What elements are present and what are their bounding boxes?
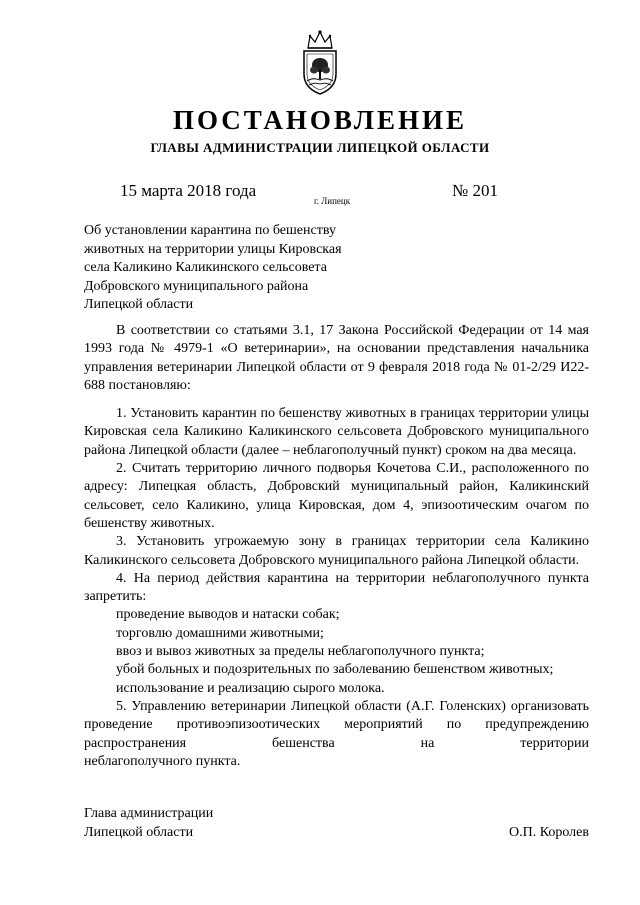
item-5-paragraph: 5. Управлению ветеринарии Липецкой области (А.Г. Голенских) организовать проведение противоэпизоотических мероприятий по предупреждению распространения бешенства на территории [84, 698, 589, 751]
item-1-paragraph: 1. Установить карантин по бешенству животных в границах территории улицы Кировская села Каликино Каликинского сельсовета Добровского муниципального района Липецкой области (далее – неблагополучный пункт) сроком на два месяца. [84, 406, 589, 458]
signatory-name: О.П. Королев [509, 824, 589, 840]
heading-line: Липецкой области [84, 297, 194, 312]
document-title: ПОСТАНОВЛЕНИЕ [172, 105, 468, 135]
heading-line: Добровского муниципального района [84, 278, 309, 294]
document-heading [84, 222, 414, 315]
heading-line: животных на территории улицы Кировская [84, 241, 342, 257]
item-4-paragraph: 4. На период действия карантина на территории неблагополучного пункта запретить: [84, 570, 589, 605]
document-subtitle: ГЛАВЫ АДМИНИСТРАЦИИ ЛИПЕЦКОЙ ОБЛАСТИ [150, 140, 490, 155]
document-date: 15 марта 2018 года [120, 181, 257, 200]
document-place: г. Липецк [314, 196, 351, 206]
prohibition-item: проведение выводов и натаски собак; [116, 607, 340, 623]
document-number: № 201 [452, 181, 498, 200]
item-5-tail: неблагополучного пункта. [84, 753, 241, 769]
heading-line: Об установлении карантина по бешенству [84, 223, 336, 238]
coat-of-arms-icon [298, 28, 342, 98]
document-body [84, 322, 589, 771]
prohibition-item: торговлю домашними животными; [116, 625, 324, 641]
heading-line: села Каликино Каликинского сельсовета [84, 260, 327, 275]
signature-block [84, 805, 589, 842]
item-2-paragraph: 2. Считать территорию личного подворья Кочетова С.И., расположенного по адресу: Липецкая область, Добровский муниципальный район, Каликинский сельсовет, село Каликино, улица Кировская, дом 4, эпизоотическим очагом по бешенству животных. [84, 461, 589, 531]
signatory-position-line2: Липецкой области [84, 824, 194, 840]
prohibition-item: использование и реализацию сырого молока. [116, 680, 385, 696]
signatory-position-line1: Глава администрации [84, 806, 214, 821]
preamble-paragraph: В соответствии со статьями 3.1, 17 Закона Российской Федерации от 14 мая 1993 года № 4979-1 «О ветеринарии», на основании представления начальника управления ветеринарии Липецкой области от 9 февраля 2018 года № 01-2/29 И22-688 постановляю: [84, 323, 589, 393]
prohibition-item: убой больных и подозрительных по заболеванию бешенством животных; [116, 662, 554, 678]
prohibition-item: ввоз и вывоз животных за пределы неблагополучного пункта; [116, 644, 485, 660]
item-3-paragraph: 3. Установить угрожаемую зону в границах территории села Каликино Каликинского сельсовета Добровского муниципального района Липецкой области. [84, 534, 589, 568]
